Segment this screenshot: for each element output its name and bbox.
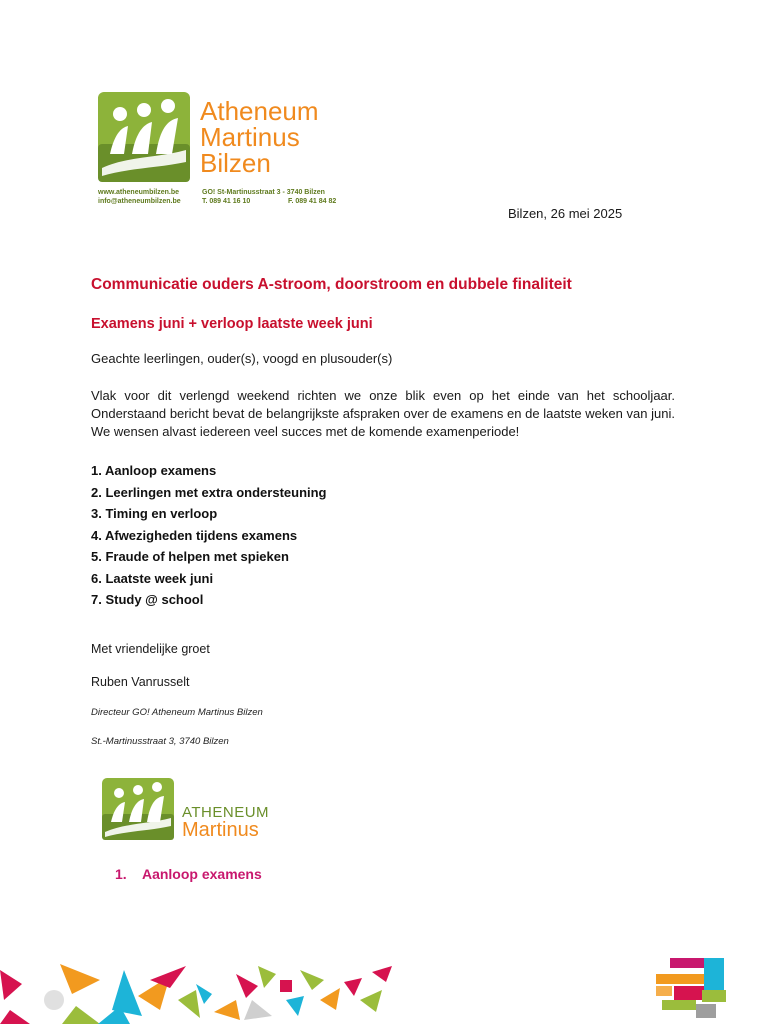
greeting: Geachte leerlingen, ouder(s), voogd en plusouder(s) xyxy=(91,351,393,366)
brand-line: Bilzen xyxy=(200,148,271,178)
phone-text: T. 089 41 16 10 xyxy=(202,198,251,205)
toc-item: 5. Fraude of helpen met spieken xyxy=(91,549,289,564)
brand-line: Atheneum xyxy=(200,96,319,126)
signer-title: Directeur GO! Atheneum Martinus Bilzen xyxy=(91,707,263,718)
toc-item: 6. Laatste week juni xyxy=(91,570,214,586)
toc-item: 3. Timing en verloop xyxy=(91,506,218,521)
toc-item: 4. Afwezigheden tijdens examens xyxy=(91,527,298,543)
letter-date: Bilzen, 26 mei 2025 xyxy=(508,206,623,221)
table-of-contents xyxy=(91,460,327,611)
brand-name xyxy=(200,98,319,176)
closing-text: Met vriendelijke groet xyxy=(91,642,210,656)
toc-item: 1. Aanloop examens xyxy=(91,463,217,478)
fax-text: F. 089 41 84 82 xyxy=(288,198,337,205)
intro-paragraph: Vlak voor dit verlengd weekend richten we onze blik even op het einde van het schooljaar. Onderstaand bericht bevat de belangrijkste afspraken over de examens en de laatste weken van juni. We wensen alvast iedereen veel succes met de komende examenperiode! xyxy=(91,388,675,439)
website-text: www.atheneumbilzen.be xyxy=(98,189,180,196)
signer-address: St.-Martinusstraat 3, 3740 Bilzen xyxy=(91,736,229,747)
corner-logo-icon xyxy=(652,956,728,1020)
address-text: GO! St-Martinusstraat 3 - 3740 Bilzen xyxy=(202,189,325,196)
school-logo-small xyxy=(98,774,288,844)
school-logo-header xyxy=(96,88,358,214)
brand-line: Martinus xyxy=(200,122,300,152)
signer-name: Ruben Vanrusselt xyxy=(91,675,190,689)
document-title: Communicatie ouders A-stroom, doorstroom en dubbele finaliteit xyxy=(91,276,572,293)
toc-item: 7. Study @ school xyxy=(91,592,204,607)
logo-line-1: ATHENEUM xyxy=(182,804,270,821)
school-logo-mark-icon xyxy=(98,92,190,182)
confetti-decoration-icon xyxy=(0,960,400,1024)
toc-item: 2. Leerlingen met extra ondersteuning xyxy=(91,484,327,500)
section-label: Aanloop examens xyxy=(141,866,262,882)
logo-line-2: Martinus xyxy=(182,819,259,841)
section-heading-1 xyxy=(115,866,262,882)
school-logo-mark-icon xyxy=(102,778,174,840)
email-text: info@atheneumbilzen.be xyxy=(98,198,181,205)
document-subtitle: Examens juni + verloop laatste week juni xyxy=(91,316,373,332)
section-number: 1. xyxy=(115,866,127,882)
